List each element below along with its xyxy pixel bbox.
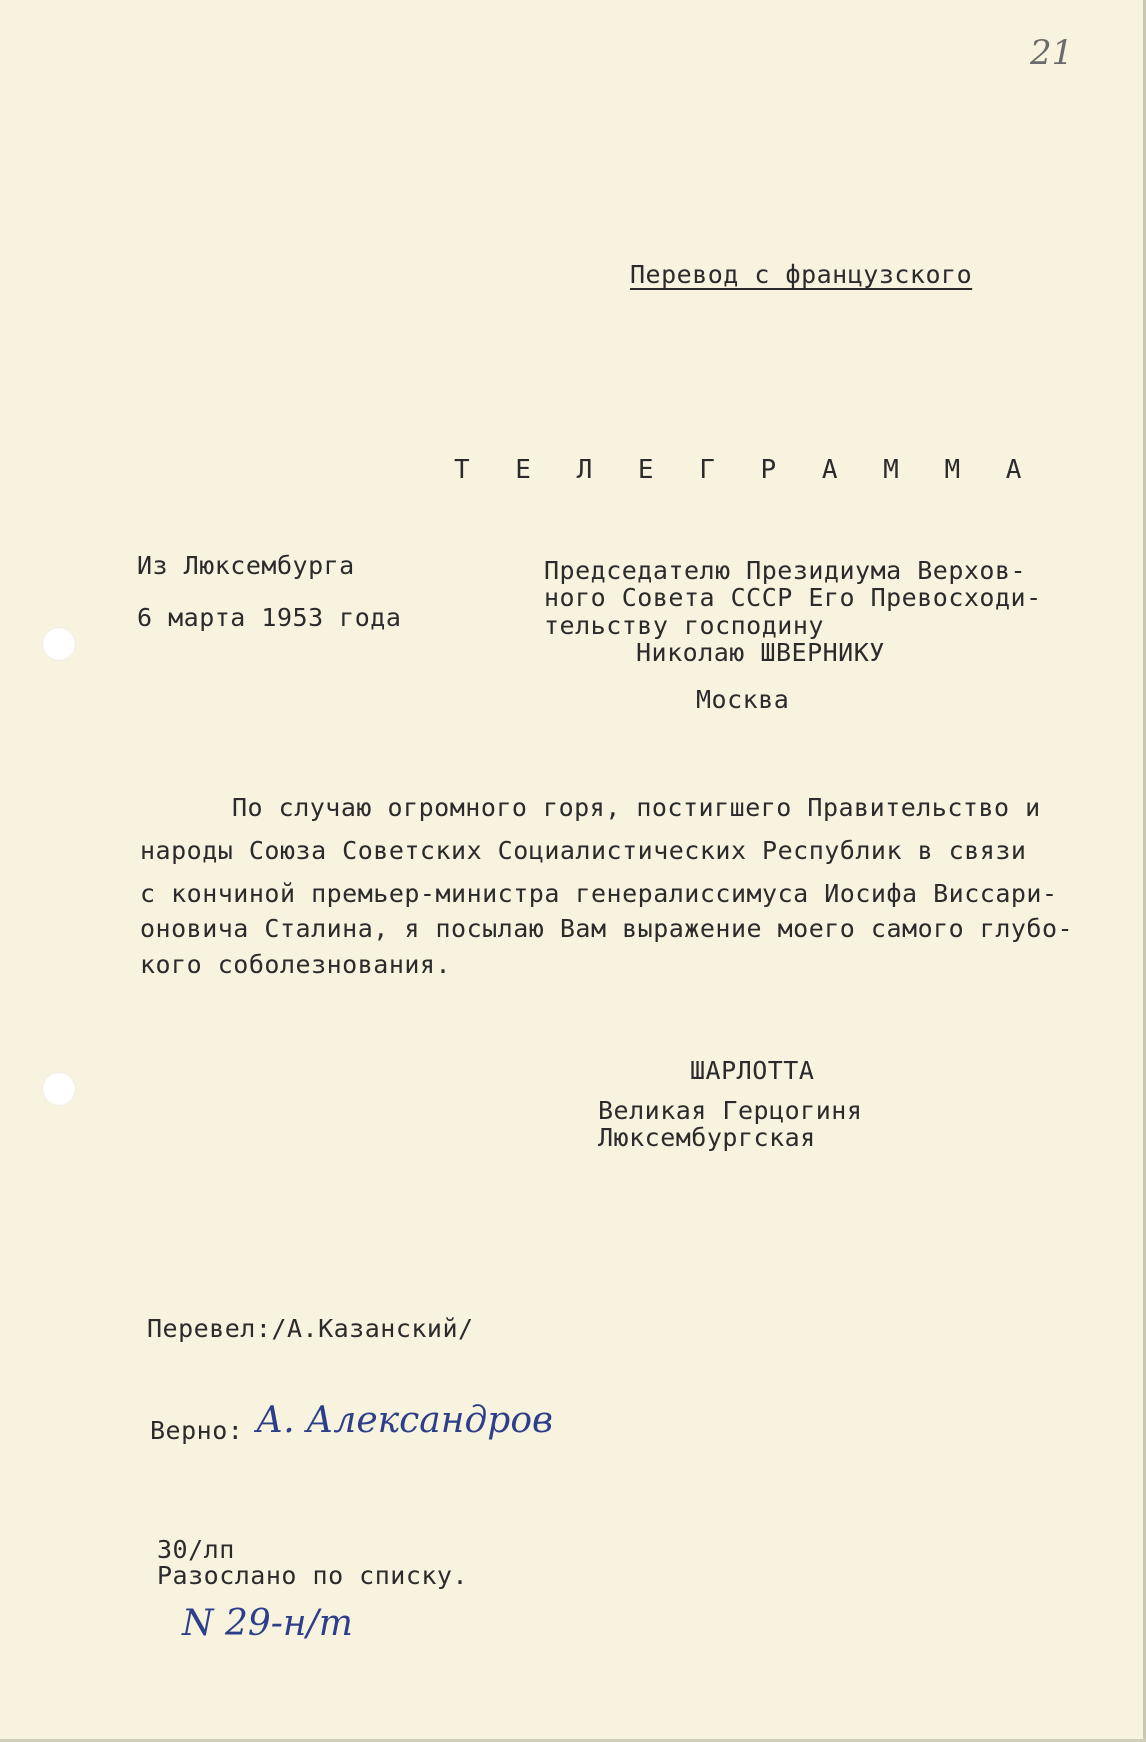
- addressee-line-1: Председателю Президиума Верхов-: [544, 556, 1027, 585]
- footer-code: 30/лп: [157, 1535, 235, 1564]
- signature-title-2: Люксембургская: [598, 1123, 816, 1152]
- distribution-note: Разослано по списку.: [157, 1561, 469, 1590]
- addressee-city: Москва: [696, 685, 790, 714]
- body-line-2: народы Союза Советских Социалистических Республик в связи: [140, 836, 1027, 865]
- handwritten-signature: А. Александров: [256, 1400, 553, 1441]
- body-line-3: с кончиной премьер-министра генералиссимуса Иосифа Виссари-: [140, 879, 1058, 908]
- punch-hole-upper: [42, 627, 76, 661]
- punch-hole-lower: [42, 1072, 76, 1106]
- verified-label: Верно:: [150, 1416, 244, 1445]
- addressee-line-2: ного Совета СССР Его Превосходи-: [544, 583, 1042, 612]
- page-number: 21: [1030, 33, 1074, 73]
- signature-title-1: Великая Герцогиня: [598, 1096, 863, 1125]
- handwritten-document-number: N 29-н/т: [182, 1603, 353, 1644]
- addressee-line-4: Николаю ШВЕРНИКУ: [636, 638, 885, 667]
- body-line-1: По случаю огромного горя, постигшего Правительство и: [232, 793, 1041, 822]
- translation-note: Перевод с французского: [630, 260, 973, 289]
- sender-date: 6 марта 1953 года: [137, 603, 402, 632]
- sender-place: Из Люксембурга: [137, 551, 355, 580]
- document-title: Т Е Л Е Г Р А М М А: [454, 455, 1037, 485]
- body-line-5: кого соболезнования.: [140, 950, 452, 979]
- addressee-line-3: тельству господину: [544, 611, 824, 640]
- translator-line: Перевел:/А.Казанский/: [147, 1314, 474, 1343]
- body-line-4: оновича Сталина, я посылаю Вам выражение моего самого глубо-: [140, 914, 1074, 943]
- signature-name: ШАРЛОТТА: [690, 1056, 815, 1085]
